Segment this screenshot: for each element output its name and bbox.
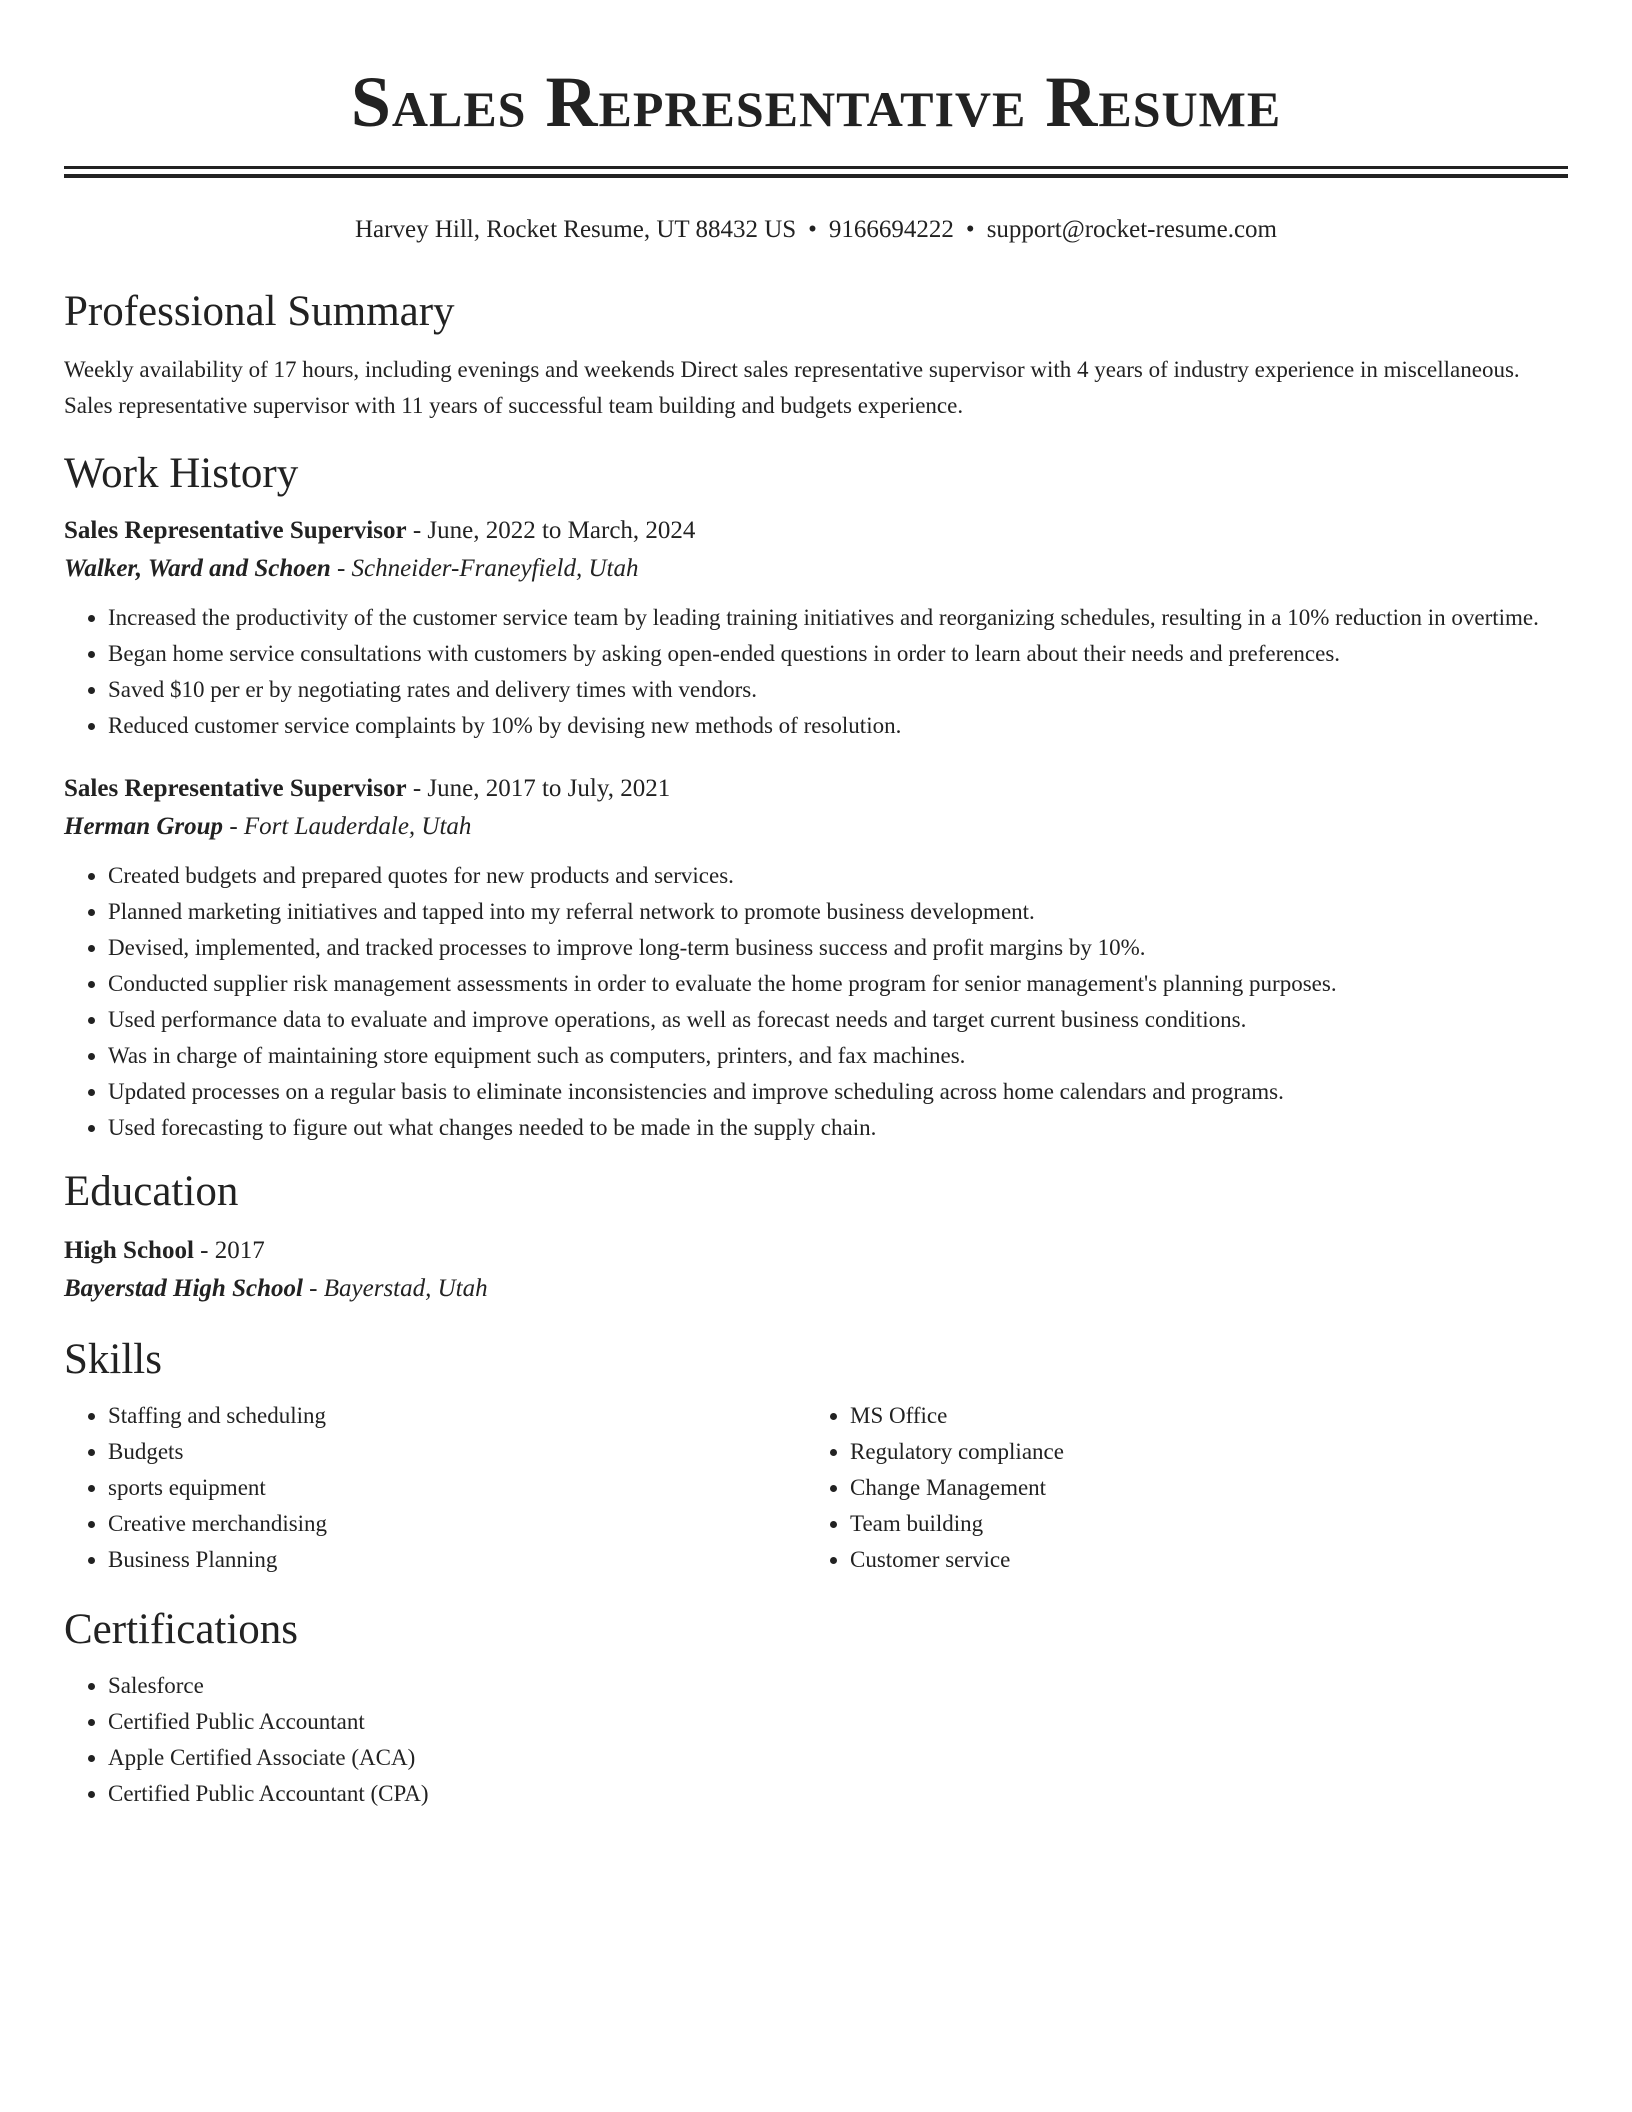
skill-item: • Business Planning [108,1542,806,1578]
school-location: - Bayerstad, Utah [302,1275,488,1302]
job-entry [64,512,1568,744]
summary-heading: Professional Summary [64,288,455,335]
job-title: Sales Representative Supervisor [64,775,407,802]
skill-item: • Creative merchandising [108,1506,806,1542]
job-bullets [64,600,1568,744]
job-dates: - June, 2017 to July, 2021 [406,775,671,802]
employer-location: - Fort Lauderdale, Utah [223,813,472,840]
skills-list [64,1398,806,1578]
degree-name: High School [64,1237,194,1264]
title-rule-bottom [64,174,1568,178]
job-bullets [64,858,1568,1146]
contact-address: Harvey Hill, Rocket Resume, UT 88432 US [355,216,797,243]
skill-item: • sports equipment [108,1470,806,1506]
employer-name: Walker, Ward and Schoen [64,555,331,582]
contact-separator: • [965,216,975,243]
list-item: • Increased the productivity of the customer service team by leading training initiatives and reorganizing schedules, resulting in a 10% reduction in overtime. [108,600,1568,636]
job-dates: - June, 2022 to March, 2024 [406,517,696,544]
skills-list [806,1398,1548,1578]
education-heading: Education [64,1168,239,1215]
list-item: • Reduced customer service complaints by 10% by devising new methods of resolution. [108,708,1568,744]
certifications-list [64,1668,1568,1812]
contact-phone: 9166694222 [828,216,954,243]
list-item: • Conducted supplier risk management assessments in order to evaluate the home program for senior management's planning purposes. [108,966,1568,1002]
job-title: Sales Representative Supervisor [64,517,407,544]
list-item: • Updated processes on a regular basis to eliminate inconsistencies and improve scheduling across home calendars and programs. [108,1074,1568,1110]
skills-column-left [64,1398,806,1578]
skill-item: • Change Management [850,1470,1548,1506]
list-item: • Created budgets and prepared quotes for new products and services. [108,858,1568,894]
employer-line [64,808,1568,846]
work-history-heading: Work History [64,450,299,497]
job-title-line [64,770,1568,808]
list-item: • Was in charge of maintaining store equipment such as computers, printers, and fax machines. [108,1038,1568,1074]
skill-item: • Staffing and scheduling [108,1398,806,1434]
list-item: • Planned marketing initiatives and tapped into my referral network to promote business development. [108,894,1568,930]
certifications-heading: Certifications [64,1606,299,1653]
list-item: • Saved $10 per er by negotiating rates and delivery times with vendors. [108,672,1568,708]
summary-text: Weekly availability of 17 hours, including evenings and weekends Direct sales representative supervisor with 4 years of industry experience in miscellaneous. Sales representative supervisor with 11 years of successful team building and budgets experience. [64,357,1520,418]
skill-item: • Team building [850,1506,1548,1542]
job-entry [64,770,1568,1146]
list-item: • Devised, implemented, and tracked processes to improve long-term business success and profit margins by 10%. [108,930,1568,966]
skill-item: • Regulatory compliance [850,1434,1548,1470]
degree-line [64,1232,1568,1270]
contact-separator: • [808,216,817,243]
list-item: • Began home service consultations with customers by asking open-ended questions in order to learn about their needs and preferences. [108,636,1568,672]
employer-name: Herman Group [64,813,224,840]
certification-item: • Certified Public Accountant [108,1704,1568,1740]
employer-location: - Schneider-Franeyfield, Utah [330,555,639,582]
resume-title: Sales Representative Resume [350,62,1282,142]
list-item: • Used performance data to evaluate and improve operations, as well as forecast needs and target current business conditions. [108,1002,1568,1038]
school-line [64,1270,1568,1308]
job-title-line [64,512,1568,550]
school-name: Bayerstad High School [64,1275,303,1302]
title-rule-top [64,166,1568,169]
degree-year: - 2017 [193,1237,265,1264]
certification-item: • Apple Certified Associate (ACA) [108,1740,1568,1776]
skills-column-right [806,1398,1548,1578]
employer-line [64,550,1568,588]
skill-item: • Budgets [108,1434,806,1470]
certification-item: • Certified Public Accountant (CPA) [108,1776,1568,1812]
skills-heading: Skills [64,1336,162,1383]
skill-item: • Customer service [850,1542,1548,1578]
certification-item: • Salesforce [108,1668,1568,1704]
list-item: • Used forecasting to figure out what changes needed to be made in the supply chain. [108,1110,1568,1146]
contact-line [64,214,1568,246]
skills-grid [64,1398,1568,1578]
contact-email: support@rocket-resume.com [986,216,1277,243]
skill-item: • MS Office [850,1398,1548,1434]
